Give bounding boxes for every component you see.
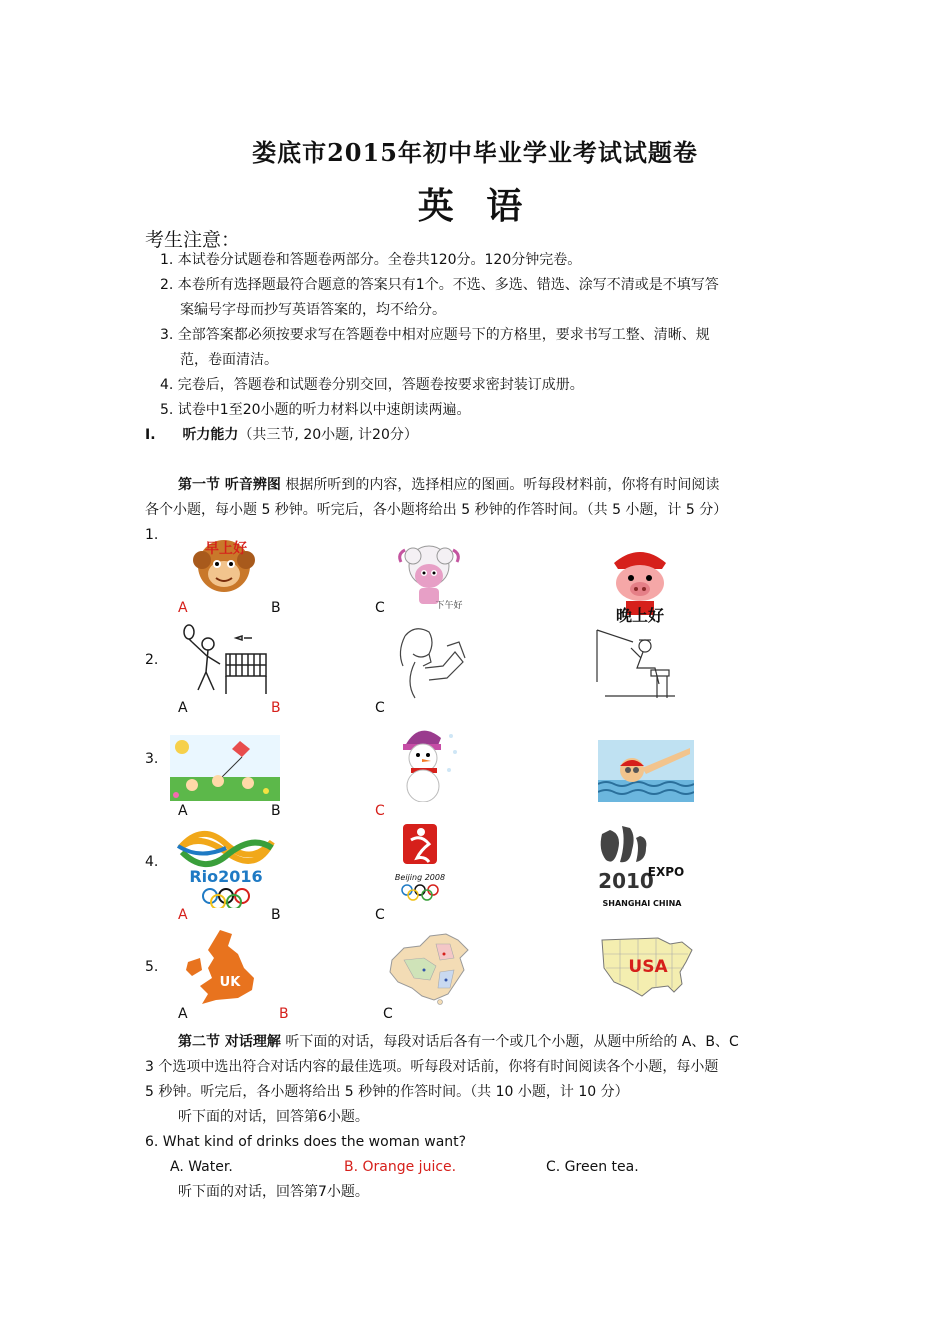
rio-logo-text: Rio2016	[189, 867, 263, 886]
usa-map-label: USA	[628, 957, 668, 977]
expo-text: EXPO	[647, 865, 685, 879]
q1-option-b: B	[271, 600, 281, 616]
fishing-image	[595, 622, 677, 700]
monkey-image	[178, 530, 270, 592]
notice-item-1: 1. 本试卷分试题卷和答题卷两部分。全卷共120分。120分钟完卷。	[160, 252, 582, 268]
notice-item-2: 2. 本卷所有选择题最符合题意的答案只有1个。不选、多选、错选、涂写不清或是不填写答	[160, 277, 719, 293]
q2-option-a: A	[178, 700, 188, 716]
section2-line3: 5 秒钟。听完后，各小题将给出 5 秒钟的作答时间。（共 10 小题，计 10 分）	[145, 1084, 629, 1100]
q4-option-b: B	[271, 907, 281, 923]
q1-option-c: C	[375, 600, 385, 616]
q3-option-c: C	[375, 803, 385, 819]
notice-item-5: 5. 试卷中1至20小题的听力材料以中速朗读两遍。	[160, 402, 471, 418]
q2-option-c: C	[375, 700, 385, 716]
swimmer-image	[598, 740, 694, 802]
expo-city-text: SHANGHAI CHINA	[602, 899, 682, 908]
q4-option-c: C	[375, 907, 385, 923]
badminton-image	[180, 622, 270, 698]
beijing-logo	[385, 822, 455, 904]
notice-item-3-cont: 范，卷面清洁。	[180, 352, 278, 368]
notice-item-4: 4. 完卷后，答题卷和试题卷分别交回，答题卷按要求密封装订成册。	[160, 377, 584, 393]
q7-intro: 听下面的对话，回答第7小题。	[178, 1184, 369, 1200]
part1-number: I.	[145, 427, 156, 443]
section2-instructions	[178, 1030, 739, 1054]
beijing-logo-text: Beijing 2008	[394, 873, 446, 882]
expo-logo	[596, 820, 688, 910]
kite-image	[170, 735, 280, 801]
q3-option-a: A	[178, 803, 188, 819]
reading-girl-image	[385, 622, 473, 700]
exam-title: 娄底市2015年初中毕业学业考试试题卷	[252, 138, 698, 167]
pig-image	[600, 545, 680, 627]
q5-option-c: C	[383, 1006, 393, 1022]
evening-caption: 晚上好	[615, 606, 665, 625]
question-3-number: 3.	[145, 751, 159, 767]
part1-heading	[145, 423, 418, 447]
uk-map-label: UK	[219, 975, 241, 990]
q6-option-b: B. Orange juice.	[344, 1159, 457, 1175]
notice-heading: 考生注意：	[145, 229, 241, 251]
expo-year-text: 2010	[598, 869, 654, 893]
section1-instructions	[178, 473, 719, 497]
q2-option-b: B	[271, 700, 281, 716]
q6-option-c: C. Green tea.	[546, 1159, 639, 1175]
question-4-number: 4.	[145, 854, 159, 870]
rio-logo	[172, 822, 280, 908]
subject-title: 英 语	[417, 185, 533, 227]
afternoon-caption: 下午好	[435, 601, 463, 611]
notice-item-3: 3. 全部答案都必须按要求写在答题卷中相对应题号下的方格里，要求书写工整、清晰、规	[160, 327, 710, 343]
china-map	[384, 930, 474, 1006]
q1-option-a: A	[178, 600, 188, 616]
part1-title: 听力能力	[182, 427, 239, 443]
question-1-number: 1.	[145, 527, 159, 543]
section1-line1: 根据所听到的内容，选择相应的图画。听每段材料前，你将有时间阅读	[285, 477, 720, 493]
section1-line2: 各个小题，每小题 5 秒钟。听完后，各小题将给出 5 秒钟的作答时间。（共 5 小题，计 5 分）	[145, 502, 728, 518]
sheep-image	[385, 542, 473, 614]
snowman-image	[385, 722, 465, 802]
question-2-number: 2.	[145, 652, 159, 668]
q5-option-a: A	[178, 1006, 188, 1022]
part1-meta: （共三节, 20小题, 计20分）	[238, 427, 418, 443]
section2-line1: 听下面的对话，每段对话后各有一个或几个小题，从题中所给的 A、B、C	[285, 1034, 739, 1050]
q6-intro: 听下面的对话，回答第6小题。	[178, 1109, 369, 1125]
q5-option-b: B	[279, 1006, 289, 1022]
usa-map	[598, 932, 696, 1002]
notice-item-2-cont: 案编号字母而抄写英语答案的，均不给分。	[180, 302, 446, 318]
q6-question: 6. What kind of drinks does the woman want?	[145, 1134, 467, 1150]
q4-option-a: A	[178, 907, 188, 923]
q3-option-b: B	[271, 803, 281, 819]
uk-map	[182, 928, 266, 1006]
morning-caption: 早上好	[205, 541, 247, 557]
section1-title: 第一节 听音辨图	[178, 477, 281, 493]
section2-title: 第二节 对话理解	[178, 1034, 281, 1050]
question-5-number: 5.	[145, 959, 159, 975]
section2-line2: 3 个选项中选出符合对话内容的最佳选项。听每段对话前，你将有时间阅读各个小题，每小题	[145, 1059, 719, 1075]
q6-option-a: A. Water.	[170, 1159, 233, 1175]
